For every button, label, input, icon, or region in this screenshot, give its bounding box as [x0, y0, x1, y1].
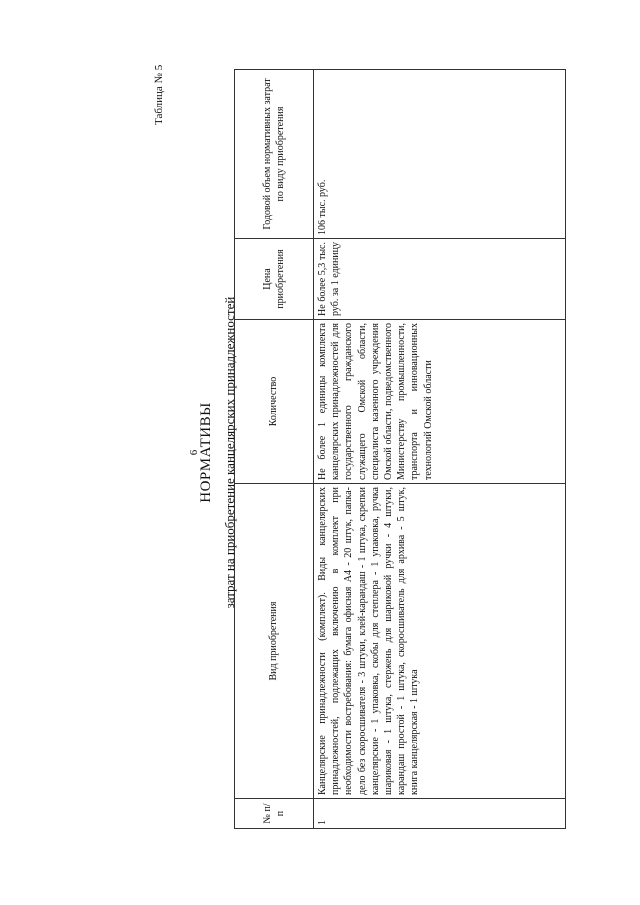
header-price: Цена приобретения [235, 239, 314, 320]
cell-item: Канцелярские принадлежности (комплект). Виды канцелярских принадлежностей, подлежащих включению в комплект при необходимости востребования: бумага офисная А4 - 20 штук, папка-дело без скоросшивателя - 3 штуки, клей-карандаш - 1 штука, скрепки канцелярские - 1 упаковка, скобы для степлера - 1 упаковка, ручка шариковая - 1 штука, стержень для шариковой ручки - 4 штуки, карандаш простой - 1 штука, скоросшиватель для архива - 5 штук, книга канцелярская - 1 штука [314, 484, 566, 799]
cell-annual: 106 тыс. руб. [314, 70, 566, 239]
cell-quantity: Не более 1 единицы комплекта канцелярских принадлежностей для государственного гражданского служащего Омской области, специалиста казенного учреждения Омской области, подведомственного Министерству промышленности, транспорта и инновационных технологий Омской области [314, 320, 566, 484]
document-title: НОРМАТИВЫ [198, 402, 214, 503]
cell-price: Не более 5,3 тыс. руб. за 1 единицу [314, 239, 566, 320]
table-row [314, 70, 566, 829]
header-num: № п/п [235, 799, 314, 829]
document-subtitle: затрат на приобретение канцелярских принадлежностей [222, 296, 237, 609]
header-item: Вид приобретения [235, 484, 314, 799]
header-quantity: Количество [235, 320, 314, 484]
table-label: Таблица № 5 [153, 64, 165, 125]
page-number: 6 [188, 449, 200, 456]
table-header-row [235, 70, 314, 829]
norms-table [234, 69, 566, 829]
header-annual: Годовой объем нормативных затрат по виду приобретения [235, 70, 314, 239]
cell-num: 1 [314, 799, 566, 829]
